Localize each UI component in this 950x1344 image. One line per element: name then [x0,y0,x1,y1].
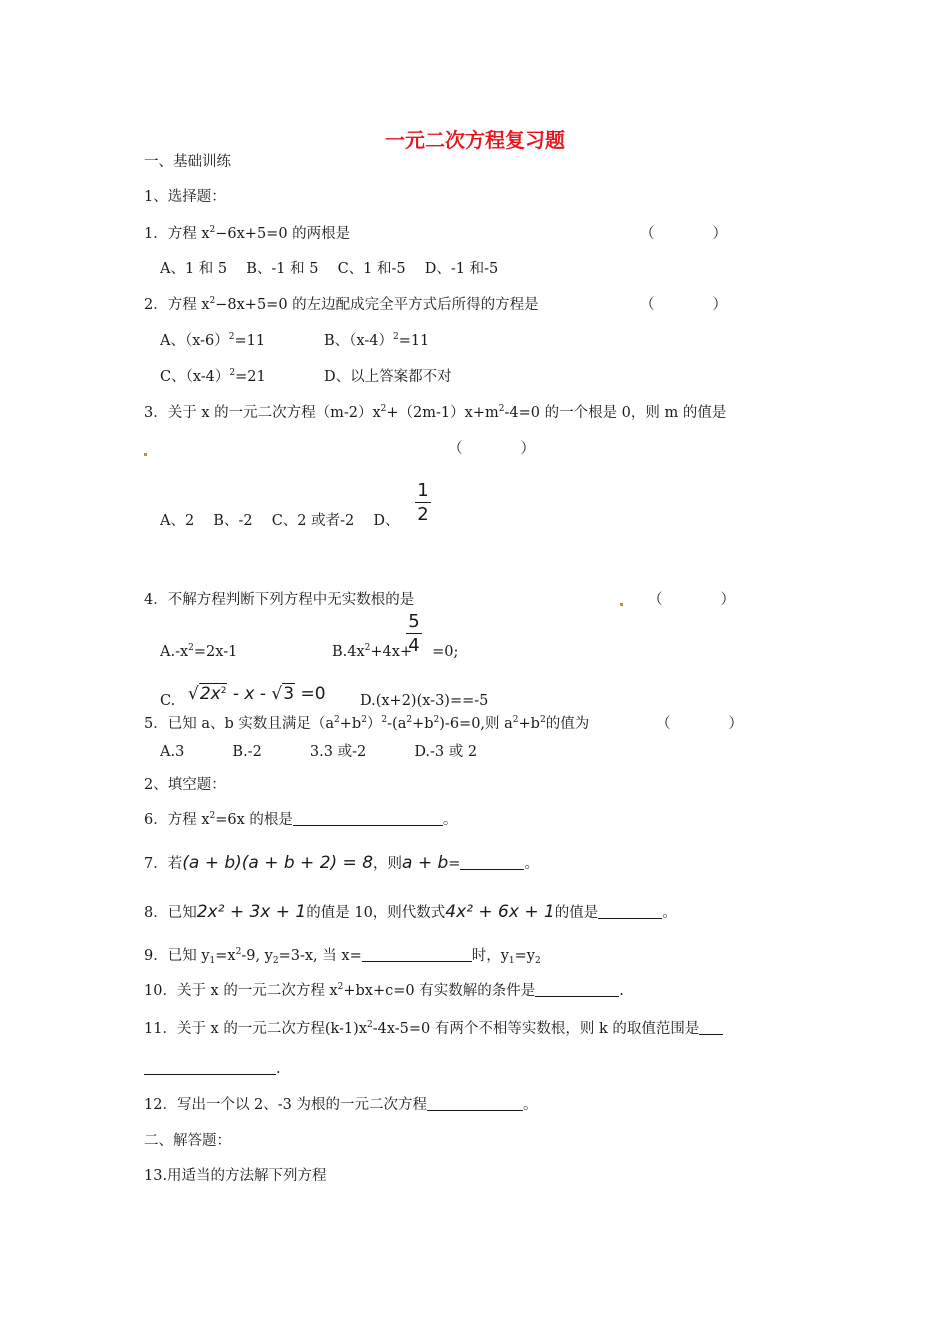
option-a: A、$(x-6)^2=11$ [160,332,266,349]
option-c: C、$(x-4)^2=21$ [160,368,266,385]
answer-blank[interactable] [460,854,524,870]
question-1: 1．方程 $x^2-6x+5=0$ 的两根是 [144,225,351,242]
option-c-label: C. [160,693,176,709]
answer-blank[interactable] [362,946,472,962]
subsection-heading: 2、填空题： [144,777,226,793]
question-5: 5．已知 a、b 实数且满足$(a^2+b^2)^2-(a^2+b^2)-6=0$,则 $a^2+b^2$的值为 [144,715,590,732]
option-d: D、以上答案都不对 [324,369,452,385]
fraction: 1 2 [415,480,431,525]
mark-dot [144,453,147,456]
answer-blank[interactable] [293,810,443,826]
answer-paren: （ ） [648,592,735,608]
fraction: 5 4 [406,611,422,656]
question-11: 11．关于 x 的一元二次方程$(k-1)x^2-4x-5=0$ 有两个不相等实数根，则 k 的取值范围是 [144,1019,723,1039]
answer-paren: （ ） [656,716,743,732]
question-10: 10．关于 x 的一元二次方程 $x^2+bx+c=0$ 有实数解的条件是 . [144,982,624,999]
mark-dot [620,603,623,606]
question-7: 7．若(a + b)(a + b + 2) = 8，则a + b= 。 [144,853,539,873]
option-b: B、$(x-4)^2=11$ [324,332,430,349]
answer-paren: （ ） [640,226,727,242]
page-title: 一元二次方程复习题 [385,128,565,152]
answer-blank[interactable] [598,903,662,919]
section-heading: 二、解答题： [144,1133,231,1149]
question-13: 13.用适当的方法解下列方程 [144,1168,327,1184]
option-c-equation: $√2x^2 - x - √3 =0$ [188,684,326,704]
subsection-heading: 1、选择题： [144,189,226,205]
answer-paren: （ ） [448,441,535,457]
options: A、1 和 5 B、-1 和 5 C、1 和-5 D、-1 和-5 [160,261,499,277]
question-2: 2．方程 $x^2-8x+5=0$ 的左边配成完全平方式后所得的方程是 [144,296,539,313]
question-12: 12．写出一个以 2、-3 为根的一元二次方程 。 [144,1097,538,1113]
answer-paren: （ ） [640,297,727,313]
question-3: 3．关于 x 的一元二次方程$(m-2)x^2+(2m-1)x+m^2-4=0$ 的一个根是 0，则 m 的值是 [144,404,727,421]
question-11-continued: . [144,1059,281,1079]
answer-blank[interactable] [535,981,619,997]
option-a: $A.-x^2=2x-1$ [160,643,238,660]
question-9: 9．已知 $y_1=x^2-9$, $y_2=3-x$, 当 x= 时，$y_1=y_2$ [144,947,541,966]
answer-blank[interactable] [427,1095,523,1111]
question-8: 8．已知2x² + 3x + 1的值是 10，则代数式4x² + 6x + 1的值是 。 [144,902,677,922]
question-4: 4．不解方程判断下列方程中无实数根的是 [144,592,415,608]
options: A、2 B、-2 C、2 或者-2 D、 [160,513,400,529]
option-b: $B.4x^2+4x+ =0$; [332,643,459,660]
options: A.3 B.-2 3.3 或-2 D.-3 或 2 [160,744,478,760]
section-heading: 一、基础训练 [144,154,231,170]
question-6: 6．方程 $x^2=6x$ 的根是 。 [144,811,458,828]
option-d: D.(x+2)(x-3)==-5 [360,693,489,709]
answer-blank[interactable] [699,1019,723,1035]
answer-blank[interactable] [144,1059,276,1075]
